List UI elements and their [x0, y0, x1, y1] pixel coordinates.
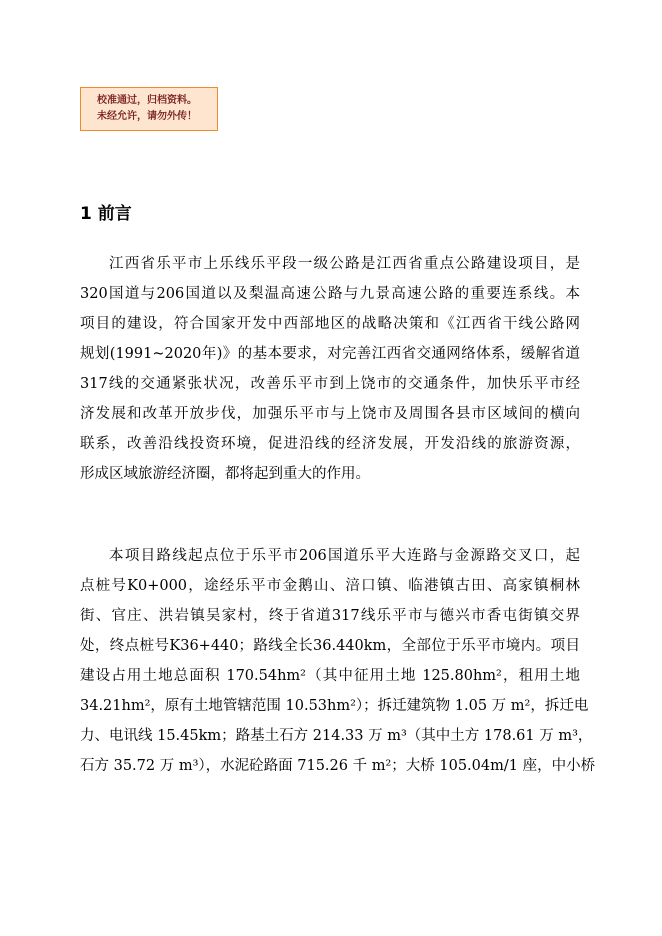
- paragraph-line: 本项目路线起点位于乐平市206国道乐平大连路与金源路交叉口，起: [109, 548, 580, 564]
- paragraph-1: [80, 249, 580, 489]
- paragraph-line: 项目的建设，符合国家开发中西部地区的战略决策和《江西省干线公路网: [80, 316, 580, 332]
- paragraph-line: 江西省乐平市上乐线乐平段一级公路是江西省重点公路建设项目，是: [109, 256, 580, 272]
- paragraph-line: 形成区域旅游经济圈，都将起到重大的作用。: [80, 466, 370, 482]
- paragraph-line: 街、官庄、洪岩镇吴家村，终于省道317线乐平市与德兴市香屯街镇交界: [80, 608, 580, 624]
- paragraph-line: 34.21hm²，原有土地管辖范围 10.53hm²）；拆迁建筑物 1.05 万 m²，拆迁电: [80, 698, 589, 714]
- paragraph-line: 石方 35.72 万 m³），水泥砼路面 715.26 千 m²；大桥 105.04m/1 座，中小桥: [80, 758, 596, 774]
- notice-line-1: 校准通过，归档资料。: [97, 95, 197, 106]
- paragraph-line: 点桩号K0+000，途经乐平市金鹅山、涪口镇、临港镇古田、高家镇桐林: [80, 578, 580, 594]
- paragraph-2: [80, 541, 596, 781]
- paragraph-line: 320国道与206国道以及梨温高速公路与九景高速公路的重要连系线。本: [80, 286, 580, 302]
- paragraph-line: 317线的交通紧张状况，改善乐平市到上饶市的交通条件，加快乐平市经: [80, 376, 580, 392]
- paragraph-line: 联系，改善沿线投资环境，促进沿线的经济发展，开发沿线的旅游资源，: [80, 436, 580, 452]
- paragraph-line: 建设占用土地总面积 170.54hm²（其中征用土地 125.80hm²，租用土地: [80, 668, 580, 684]
- internal-notice-stamp: [80, 87, 218, 131]
- paragraph-line: 处，终点桩号K36+440；路线全长36.440km，全部位于乐平市境内。项目: [80, 638, 580, 654]
- notice-line-2: 未经允许，请勿外传！: [97, 111, 197, 122]
- section-heading: 1 前言: [80, 204, 132, 224]
- paragraph-line: 济发展和改革开放步伐，加强乐平市与上饶市及周围各县市区域间的横向: [80, 406, 580, 422]
- paragraph-line: 规划(1991~2020年)》的基本要求，对完善江西省交通网络体系，缓解省道: [80, 346, 580, 362]
- paragraph-line: 力、电讯线 15.45km；路基土石方 214.33 万 m³（其中土方 178.61 万 m³，: [80, 728, 593, 744]
